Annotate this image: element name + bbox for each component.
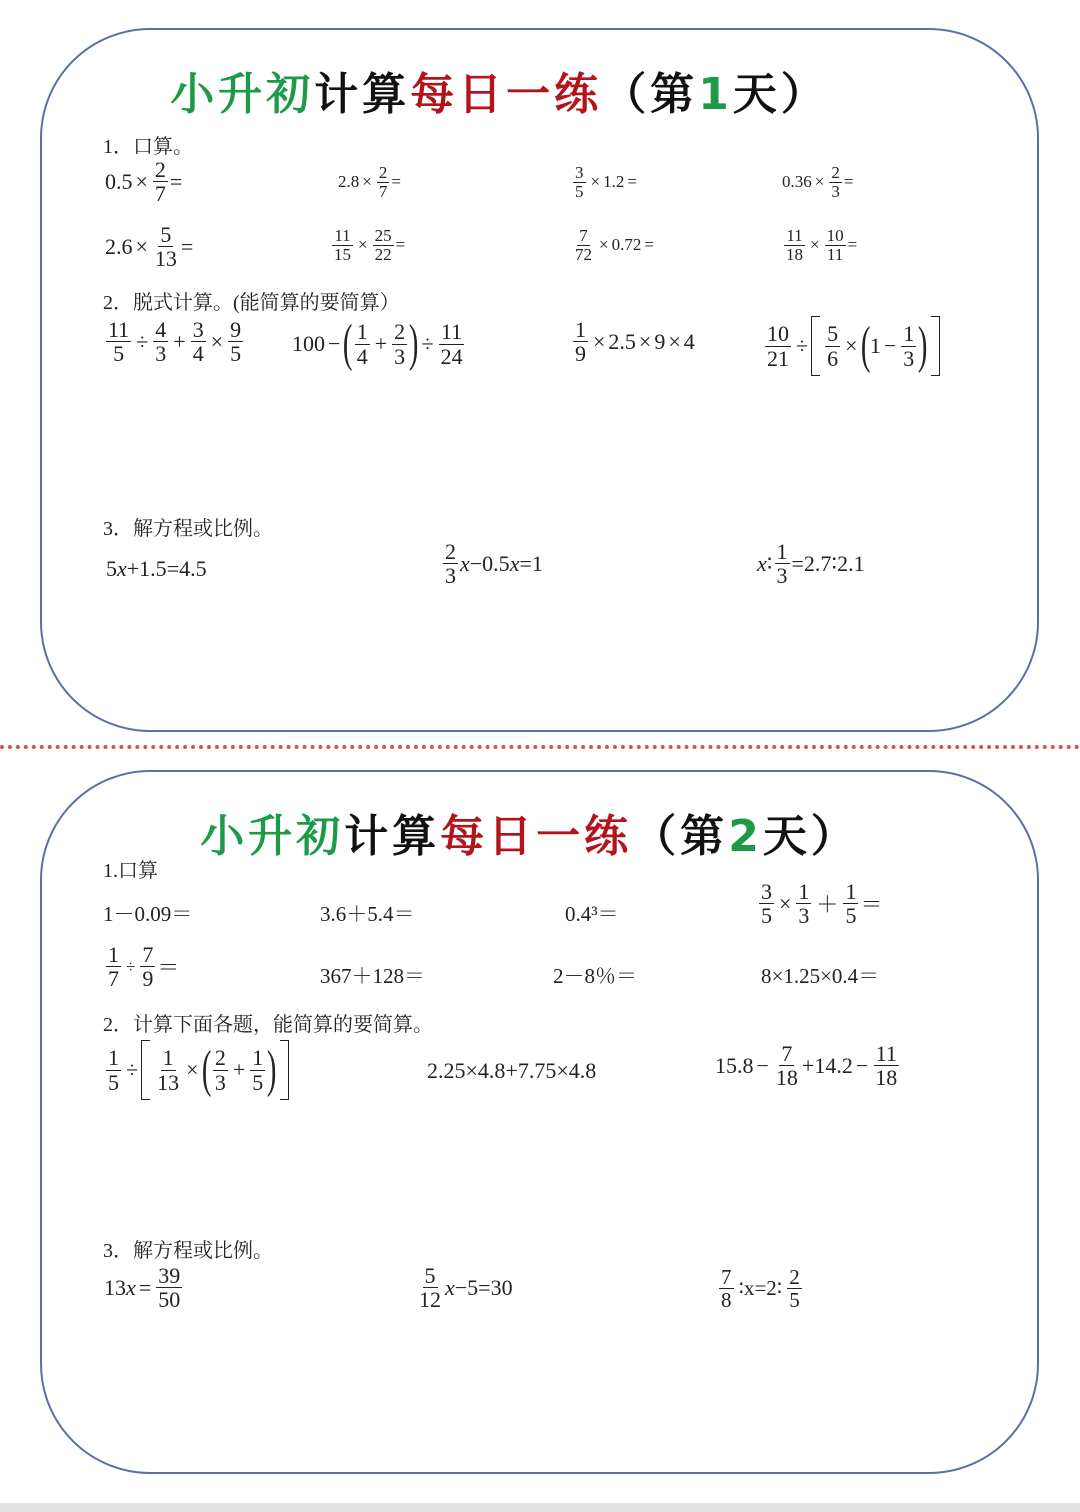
numerator: 2 <box>445 539 456 564</box>
equals: = <box>627 172 637 192</box>
numerator: 1 <box>252 1045 264 1071</box>
title-day-number: 1 <box>698 69 733 120</box>
numerator: 7 <box>142 942 154 967</box>
number: 13 <box>104 1274 126 1300</box>
fraction <box>719 1266 734 1311</box>
day1-calc-3: $\frac{1}{9}$ × 2.5 × 9 × 4 <box>575 317 695 367</box>
day2-oral-6: 367＋128＝ <box>320 964 425 988</box>
variable: x <box>445 1274 455 1300</box>
fraction <box>759 880 774 927</box>
numerator: 3 <box>575 163 584 182</box>
fraction <box>784 227 805 264</box>
denominator: 3 <box>798 903 810 929</box>
day1-calc-4: $\frac{10}{21}$ ÷ $\frac{5}{6}$ × ( 1 − $\frac{1}{3}$ ) <box>763 316 940 376</box>
equals: = <box>395 235 406 255</box>
numerator: 7 <box>721 1265 732 1289</box>
numerator: 2 <box>831 163 840 182</box>
day2-section-calc: 2．计算下面各题，能简算的要简算。 <box>103 1014 433 1036</box>
fraction <box>843 880 858 927</box>
numerator: 4 <box>155 317 167 342</box>
fraction <box>796 880 811 927</box>
equals: = <box>644 235 654 255</box>
number: 2.8 <box>338 172 360 192</box>
title-part: 天） <box>732 69 829 120</box>
title-day-number: 2 <box>728 811 763 862</box>
day1-title <box>2 58 997 122</box>
day2-section-equations: 3．解方程或比例。 <box>103 1240 273 1262</box>
numerator: 5 <box>827 321 839 347</box>
fraction <box>443 540 458 587</box>
number: 2.6 <box>105 233 133 259</box>
numerator: 11 <box>108 317 130 342</box>
numerator: 11 <box>875 1041 897 1066</box>
denominator: 5 <box>789 1288 800 1313</box>
denominator: 3 <box>831 181 840 201</box>
equals: = <box>180 233 194 259</box>
term: =1 <box>519 550 543 576</box>
day2-calc-2: 2.25×4.8+7.75×4.8 <box>427 1058 597 1083</box>
denominator: 5 <box>252 1069 264 1095</box>
numerator: 3 <box>761 879 772 904</box>
day1-section-equations: 3．解方程或比例。 <box>103 518 273 540</box>
variable: x <box>126 1274 136 1300</box>
denominator: 3 <box>214 1069 226 1095</box>
numerator: 1 <box>845 879 857 904</box>
fraction <box>774 1042 800 1089</box>
number: 2.5 <box>608 328 636 354</box>
term: −0.5 <box>469 550 510 576</box>
day1-oral-7: $\frac{7}{72}$ × 0.72 = <box>575 226 654 264</box>
day1-oral-1: 0.5 × $\frac{2}{7}$ = <box>105 157 183 207</box>
numerator: 11 <box>786 226 803 245</box>
denominator: 5 <box>108 1069 119 1095</box>
denominator: 7 <box>378 181 388 201</box>
term: =2.7∶2.1 <box>791 550 865 576</box>
variable: x <box>757 550 767 576</box>
denominator: 50 <box>158 1287 181 1313</box>
day1-eq-2 <box>441 540 543 587</box>
fraction <box>153 223 179 270</box>
fraction <box>765 322 791 369</box>
fraction <box>156 1264 182 1311</box>
denominator: 18 <box>775 1065 798 1091</box>
numerator: 10 <box>826 226 844 245</box>
fraction <box>377 164 390 201</box>
numerator: 1 <box>108 942 119 967</box>
day1-oral-8: $\frac{11}{18}$ × $\frac{10}{11}$ = <box>786 226 858 264</box>
numerator: 2 <box>394 319 406 345</box>
title-part: （第 <box>602 69 699 120</box>
fraction <box>250 1046 265 1093</box>
denominator: 9 <box>142 966 154 992</box>
denominator: 3 <box>445 563 456 589</box>
title-part: 每日一练 <box>410 69 603 120</box>
day2-oral-8: 8×1.25×0.4＝ <box>761 964 880 988</box>
numerator: 1 <box>903 321 915 347</box>
fraction <box>901 322 916 369</box>
day1-oral-5: 2.6 × $\frac{5}{13}$ = <box>105 222 194 272</box>
numerator: 1 <box>356 319 368 345</box>
fraction <box>775 540 790 587</box>
term: +1.5 <box>126 556 167 581</box>
equals: = <box>391 172 401 192</box>
numerator: 11 <box>440 319 463 345</box>
day2-eq-3 <box>717 1266 804 1311</box>
fraction <box>228 318 243 365</box>
numerator: 2 <box>154 157 166 182</box>
numerator: 7 <box>781 1041 793 1066</box>
numerator: 5 <box>160 222 172 247</box>
number: 9 <box>654 328 666 354</box>
denominator: 8 <box>721 1288 732 1313</box>
fraction <box>829 164 842 201</box>
fraction <box>153 318 168 365</box>
colon: ∶ <box>766 550 773 576</box>
day1-oral-4: 0.36 × $\frac{2}{3}$ = <box>782 163 854 201</box>
denominator: 7 <box>108 966 119 992</box>
title-part: 计算 <box>314 69 411 120</box>
title-part: （第 <box>632 811 729 862</box>
denominator: 24 <box>440 343 463 369</box>
day2-calc-1: $\frac{1}{5}$ ÷ $\frac{1}{13}$ × ( $\frac{2}{3}$ + $\frac{1}{5}$ ) <box>104 1040 289 1100</box>
numerator: 9 <box>230 317 242 342</box>
fraction <box>439 320 465 367</box>
denominator: 5 <box>575 181 584 201</box>
day1-oral-6: $\frac{11}{15}$ × $\frac{25}{22}$ = <box>334 226 406 264</box>
denominator: 21 <box>767 345 789 371</box>
day1-calc-1: $\frac{11}{5}$ ÷ $\frac{4}{3}$ + $\frac{3}{4}$ × $\frac{9}{5}$ <box>108 317 242 367</box>
numerator: 11 <box>334 226 351 245</box>
denominator: 9 <box>575 341 586 367</box>
fraction <box>373 227 394 264</box>
numerator: 1 <box>575 317 586 342</box>
day2-card <box>40 770 1039 1474</box>
fraction <box>825 227 846 264</box>
fraction <box>106 943 121 990</box>
number: 0.72 <box>611 235 642 255</box>
numerator: 25 <box>374 226 392 245</box>
fraction <box>573 227 594 264</box>
numerator: 1 <box>798 879 810 904</box>
denominator: 3 <box>155 341 167 367</box>
denominator: 7 <box>154 181 166 207</box>
fraction <box>573 318 588 365</box>
fraction <box>213 1046 228 1093</box>
day2-oral-4: $\frac{3}{5}$ × $\frac{1}{3}$ ＋ $\frac{1}{5}$ ＝ <box>761 879 883 929</box>
dotted-divider <box>0 745 1080 749</box>
title-part: 每日一练 <box>440 811 633 862</box>
equals: = <box>138 1274 152 1300</box>
equals: = <box>847 235 858 255</box>
equals: = <box>169 168 183 194</box>
number: 0.5 <box>105 168 133 194</box>
numerator: 2 <box>789 1265 800 1289</box>
denominator: 11 <box>826 244 844 264</box>
equals: ＝ <box>860 892 883 918</box>
numerator: 1 <box>162 1045 174 1071</box>
day1-eq-3 <box>757 540 865 587</box>
number: 15.8 <box>715 1052 754 1078</box>
equals: = <box>843 172 854 192</box>
day1-oral-2: 2.8 × $\frac{2}{7}$ = <box>338 163 401 201</box>
denominator: 3 <box>776 563 788 589</box>
denominator: 5 <box>230 341 242 367</box>
fraction <box>155 1046 181 1093</box>
numerator: 39 <box>158 1263 181 1288</box>
number: 0.36 <box>782 172 812 192</box>
denominator: 3 <box>903 345 915 371</box>
fraction <box>392 320 407 367</box>
number: 1 <box>869 333 881 358</box>
term: ∶x=2∶ <box>738 1276 783 1301</box>
fraction <box>106 1046 121 1093</box>
fraction <box>787 1266 802 1311</box>
numerator: 1 <box>776 539 788 564</box>
denominator: 12 <box>419 1287 441 1313</box>
denominator: 18 <box>875 1065 898 1091</box>
equals: ＝ <box>157 955 180 981</box>
number: 4 <box>683 328 695 354</box>
denominator: 4 <box>192 341 204 367</box>
fraction <box>140 943 155 990</box>
day2-oral-7: 2－8％＝ <box>553 964 637 988</box>
day2-eq-2 <box>415 1264 513 1311</box>
day1-section-oral: 1．口算。 <box>103 136 193 158</box>
fraction <box>191 318 206 365</box>
denominator: 13 <box>157 1069 180 1095</box>
denominator: 5 <box>761 903 772 929</box>
variable: x <box>460 550 470 576</box>
numerator: 1 <box>108 1045 119 1071</box>
denominator: 72 <box>575 244 592 264</box>
day2-section-oral: 1.口算 <box>103 860 158 882</box>
denominator: 18 <box>786 244 803 264</box>
numerator: 10 <box>767 321 789 347</box>
day1-oral-3: $\frac{3}{5}$ × 1.2 = <box>575 163 637 201</box>
term: +14.2 <box>801 1052 853 1078</box>
fraction <box>153 158 168 205</box>
denominator: 13 <box>154 246 177 272</box>
fraction <box>355 320 370 367</box>
term: −5=30 <box>454 1274 513 1300</box>
fraction <box>573 164 586 201</box>
day2-eq-1 <box>104 1264 184 1311</box>
day2-title <box>32 800 1027 864</box>
numerator: 7 <box>579 226 588 245</box>
numerator: 2 <box>214 1045 226 1071</box>
fraction <box>332 227 353 264</box>
numerator: 3 <box>192 317 204 342</box>
denominator: 15 <box>334 244 351 264</box>
denominator: 5 <box>113 341 125 367</box>
numerator: 5 <box>424 1263 436 1288</box>
bottom-bar <box>0 1503 1080 1512</box>
day2-oral-1: 1－0.09＝ <box>103 902 193 926</box>
variable: x <box>509 550 520 576</box>
day2-oral-2: 3.6＋5.4＝ <box>320 902 415 926</box>
day2-oral-5: $\frac{1}{7}$ ÷ $\frac{7}{9}$ ＝ <box>108 942 180 992</box>
day1-section-calc: 2．脱式计算。(能简算的要简算） <box>103 292 400 314</box>
fraction <box>873 1042 899 1089</box>
fraction <box>417 1264 443 1311</box>
day2-calc-3: 15.8 − $\frac{7}{18}$ +14.2 − $\frac{11}{18}$ <box>715 1041 898 1091</box>
term: =4.5 <box>166 556 207 581</box>
day2-oral-3: 0.4³＝ <box>565 902 619 926</box>
denominator: 6 <box>827 345 839 371</box>
day1-eq-1 <box>106 556 207 582</box>
day1-calc-2: 100 − ( $\frac{1}{4}$ + $\frac{2}{3}$ ) ÷ $\frac{11}{24}$ <box>292 315 463 372</box>
title-part: 小升初 <box>200 811 345 862</box>
title-part: 小升初 <box>170 69 315 120</box>
variable: x <box>117 556 127 581</box>
denominator: 22 <box>374 244 392 264</box>
fraction <box>825 322 840 369</box>
title-part: 天） <box>762 811 859 862</box>
denominator: 5 <box>845 903 857 929</box>
number: 1.2 <box>603 172 625 192</box>
denominator: 3 <box>394 343 406 369</box>
number: 100 <box>292 331 325 356</box>
numerator: 2 <box>378 163 388 182</box>
fraction <box>106 318 131 365</box>
number: 5 <box>106 556 117 581</box>
denominator: 4 <box>356 343 368 369</box>
title-part: 计算 <box>344 811 441 862</box>
